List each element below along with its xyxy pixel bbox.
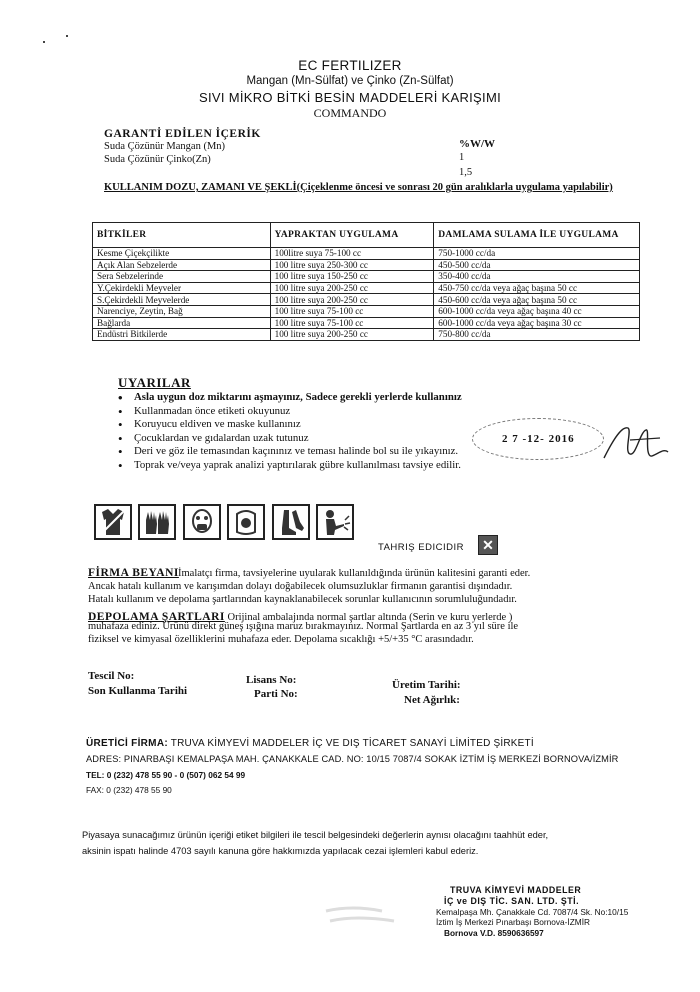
- stamp-line: İÇ ve DIŞ TİC. SAN. LTD. ŞTİ.: [444, 895, 580, 906]
- table-cell: 750-1000 cc/da: [434, 248, 640, 260]
- table-row: [93, 317, 640, 329]
- table-header-row: [93, 223, 640, 248]
- list-item: • Koruyucu eldiven ve maske kullanınız: [114, 418, 574, 432]
- producer-address: ADRES: PINARBAŞI KEMALPAŞA MAH. ÇANAKKALE CAD. NO: 10/15 7087/4 SOKAK İZTİM İŞ MERKEZİ BORNOVA/İZMİR: [86, 754, 619, 764]
- unit-header: %W/W: [459, 138, 496, 150]
- boots-icon: [272, 504, 310, 540]
- stamp-line: Kemalpaşa Mh. Çanakkale Cd. 7087/4 Sk. No:10/15: [436, 906, 629, 917]
- column-header: BİTKİLER: [93, 223, 271, 248]
- table-cell: Açık Alan Sebzelerde: [93, 259, 271, 271]
- guarantee-value-zn: 1,5: [459, 167, 473, 178]
- gloves-icon: [138, 504, 176, 540]
- legal-notice: [82, 827, 642, 859]
- firm-declaration-heading: FİRMA BEYANI: [88, 567, 179, 579]
- table-cell: 100litre suya 75-100 cc: [270, 248, 434, 260]
- table-cell: 100 litre suya 150-250 cc: [270, 271, 434, 283]
- speck: [43, 41, 45, 43]
- product-name: COMMANDO: [313, 106, 387, 120]
- speck: [66, 35, 68, 37]
- signature-icon: [600, 418, 670, 468]
- dose-table: [92, 222, 640, 341]
- product-subtitle: Mangan (Mn-Sülfat) ve Çinko (Zn-Sülfat): [246, 75, 454, 87]
- column-header: YAPRAKTAN UYGULAMA: [270, 223, 434, 248]
- firm-declaration-line: İmalatçı firma, tavsiyelerine uyularak kullanıldığında ürünün kalitesini garanti eder.: [178, 568, 531, 579]
- table-cell: S.Çekirdekli Meyvelerde: [93, 294, 271, 306]
- faint-stamp-mark: [322, 903, 402, 931]
- production-date-label: Üretim Tarihi:: [392, 679, 461, 691]
- table-cell: Sera Sebzelerinde: [93, 271, 271, 283]
- table-cell: 100 litre suya 200-250 cc: [270, 282, 434, 294]
- net-weight-label: Net Ağırlık:: [404, 694, 460, 706]
- producer-line: [86, 738, 534, 749]
- table-cell: Endüstri Bitkilerde: [93, 329, 271, 341]
- table-cell: 600-1000 cc/da veya ağaç başına 30 cc: [434, 317, 640, 329]
- table-cell: 100 litre suya 200-250 cc: [270, 329, 434, 341]
- table-cell: Bağlarda: [93, 317, 271, 329]
- stamp-line: TRUVA KİMYEVİ MADDELER: [450, 885, 582, 895]
- table-cell: 750-800 cc/da: [434, 329, 640, 341]
- list-item: • Deri ve göz ile temasından kaçınınız ve teması halinde bol su ile yıkayınız.: [114, 445, 574, 459]
- protective-clothing-icon: [94, 504, 132, 540]
- table-cell: 100 litre suya 75-100 cc: [270, 305, 434, 317]
- table-row: [93, 259, 640, 271]
- product-type: SIVI MİKRO BİTKİ BESİN MADDELERİ KARIŞIMI: [199, 90, 501, 105]
- ppe-pictograms: [94, 504, 356, 540]
- notice-line: Piyasaya sunacağımız ürünün içeriği etiket bilgileri ile tescil belgesindeki değerlerin aynısı olacağını taahhüt eder,: [82, 830, 549, 840]
- warnings-heading: UYARILAR: [118, 375, 191, 390]
- table-row: [93, 294, 640, 306]
- storage-heading: DEPOLAMA ŞARTLARI: [88, 611, 225, 623]
- batch-no-label: Parti No:: [254, 688, 298, 700]
- table-cell: 100 litre suya 200-250 cc: [270, 294, 434, 306]
- column-header: DAMLAMA SULAMA İLE UYGULAMA: [434, 223, 640, 248]
- producer-fax: FAX: 0 (232) 478 55 90: [86, 785, 172, 795]
- firm-declaration-line: Hatalı kullanım ve depolama şartlarından kaynaklanabilecek sorunlar kullanıcının sorumluluğundadır.: [88, 594, 517, 605]
- table-cell: Narenciye, Zeytin, Bağ: [93, 305, 271, 317]
- brand-title: EC FERTILIZER: [298, 58, 402, 73]
- stamp-line: İztim İş Merkezi Pınarbaşı Bornova-İZMİR: [436, 917, 590, 928]
- storage-line: Orijinal ambalajında normal şartlar altında (Serin ve kuru yerlerde ): [224, 612, 513, 623]
- table-row: [93, 305, 640, 317]
- mask-icon: [183, 504, 221, 540]
- storage-line: fiziksel ve kimyasal özelliklerini muhafaza eder. Depolama sıcaklığı +5/+35 °C arasındadır.: [88, 634, 474, 645]
- table-cell: Kesme Çiçekçilikte: [93, 248, 271, 260]
- table-cell: 450-600 cc/da veya ağaç başına 50 cc: [434, 294, 640, 306]
- list-item: • Çocuklardan ve gıdalardan uzak tutunuz: [114, 432, 574, 446]
- guarantee-value-mn: 1: [459, 152, 465, 163]
- table-cell: 100 litre suya 250-300 cc: [270, 259, 434, 271]
- face-shield-icon: [227, 504, 265, 540]
- table-cell: 100 litre suya 75-100 cc: [270, 317, 434, 329]
- list-item: • Asla uygun doz miktarını aşmayınız, Sadece gerekli yerlerde kullanınız: [114, 391, 574, 405]
- stamp-line: Bornova V.D. 8590636597: [444, 928, 544, 939]
- guarantee-heading: GARANTİ EDİLEN İÇERİK: [104, 128, 261, 140]
- license-no-label: Lisans No:: [246, 674, 297, 686]
- guarantee-row-mn: Suda Çözünür Mangan (Mn): [104, 141, 226, 152]
- spraying-person-icon: [316, 504, 354, 540]
- expiry-date-label: Son Kullanma Tarihi: [88, 685, 188, 697]
- table-cell: Y.Çekirdekli Meyveler: [93, 282, 271, 294]
- storage-line: muhafaza ediniz. Ürünü direkt güneş ışığına maruz bırakmayınız. Normal Şartlarda en az 3 yıl süre ile: [88, 621, 519, 632]
- table-cell: 450-500 cc/da: [434, 259, 640, 271]
- registry-no-label: Tescil No:: [88, 670, 135, 682]
- table-row: [93, 248, 640, 260]
- list-item: • Toprak ve/veya yaprak analizi yaptırılarak gübre kullanılması tavsiye edilir.: [114, 459, 574, 473]
- table-row: [93, 271, 640, 283]
- list-item: • Kullanmadan önce etiketi okuyunuz: [114, 405, 574, 419]
- company-stamp: [436, 885, 646, 939]
- table-cell: 450-750 cc/da veya ağaç başına 50 cc: [434, 282, 640, 294]
- producer-phone: TEL: 0 (232) 478 55 90 - 0 (507) 062 54 99: [86, 770, 246, 780]
- producer-label: ÜRETİCİ FİRMA:: [86, 738, 168, 749]
- producer-name: TRUVA KİMYEVİ MADDELER İÇ VE DIŞ TİCARET SANAYİ LİMİTED ŞİRKETİ: [167, 738, 534, 749]
- usage-heading: KULLANIM DOZU, ZAMANI VE ŞEKLİ(Çiçeklenme öncesi ve sonrası 20 gün aralıklarla uygulama yapılabilir): [104, 182, 613, 193]
- table-row: [93, 329, 640, 341]
- table-cell: 600-1000 cc/da veya ağaç başına 40 cc: [434, 305, 640, 317]
- firm-declaration-line: Ancak hatalı kullanım ve karışımdan dolayı doğabilecek olumsuzluklar firmanın garantisi dışındadır.: [88, 581, 513, 592]
- notice-line: aksinin ispatı halinde 4703 sayılı kanuna göre hakkımızda yapılacak cezai işlemleri kabul ederiz.: [82, 846, 479, 856]
- stamp-date: 2 7 -12- 2016: [502, 433, 575, 445]
- irritant-hazard-icon: ✕: [478, 535, 498, 555]
- table-row: [93, 282, 640, 294]
- guarantee-row-zn: Suda Çözünür Çinko(Zn): [104, 154, 211, 165]
- table-cell: 350-400 cc/da: [434, 271, 640, 283]
- hazard-label: TAHRIŞ EDICIDIR: [378, 542, 464, 553]
